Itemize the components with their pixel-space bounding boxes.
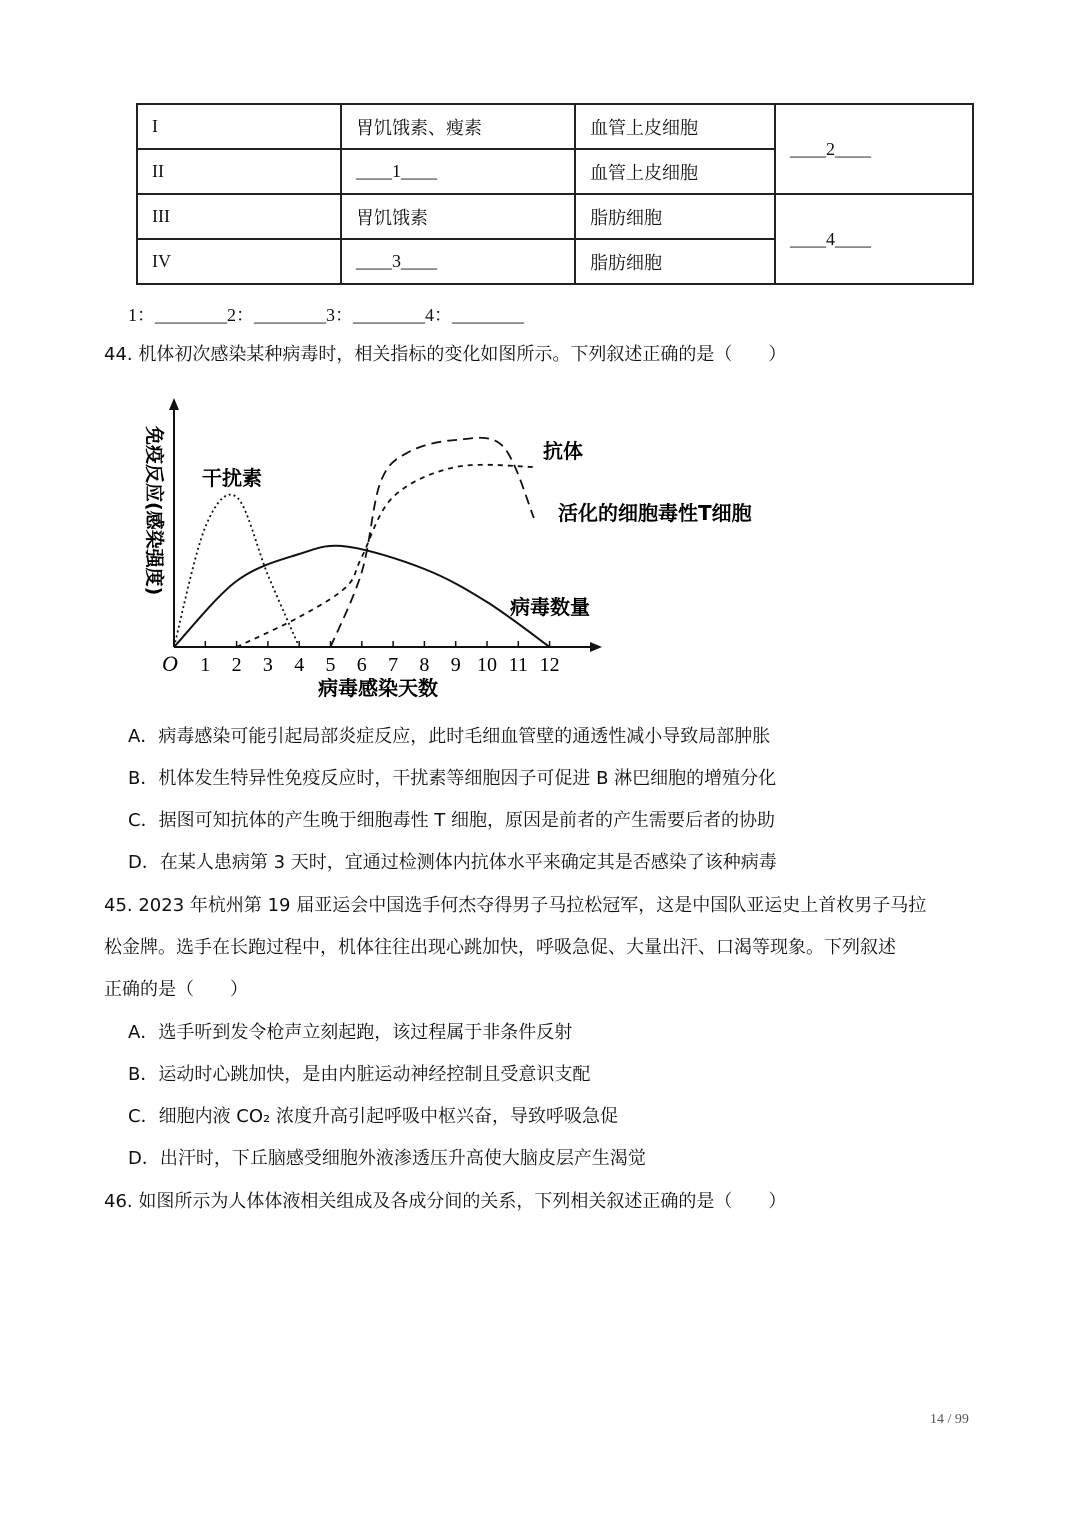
q45-option-a[interactable]: A．选手听到发令枪声立刻起跑，该过程属于非条件反射 (128, 1022, 573, 1043)
immune-response-chart (130, 390, 780, 700)
x-tick-label: 8 (419, 654, 430, 676)
series-label: 干扰素 (202, 466, 262, 490)
table-cell: 脂肪细胞 (575, 239, 775, 284)
x-tick-label: 3 (262, 654, 273, 676)
q44-option-b[interactable]: B．机体发生特异性免疫反应时，干扰素等细胞因子可促进 B 淋巴细胞的增殖分化 (128, 768, 777, 789)
table-cell: II (137, 149, 341, 194)
question-46-stem: 46. 如图所示为人体体液相关组成及各成分间的关系，下列相关叙述正确的是（ ） (104, 1191, 787, 1212)
series-label: 抗体 (543, 439, 583, 463)
x-tick-label: 5 (325, 654, 336, 676)
table-cell: I (137, 104, 341, 149)
blank-4[interactable]: ____4____ (775, 194, 973, 284)
q45-option-d[interactable]: D．出汗时，下丘脑感受细胞外液渗透压升高使大脑皮层产生渴觉 (128, 1148, 646, 1169)
question-45-stem-line2: 松金牌。选手在长跑过程中，机体往往出现心跳加快，呼吸急促、大量出汗、口渴等现象。下列叙述 (104, 937, 896, 958)
question-45-stem-line3: 正确的是（ ） (104, 979, 248, 1000)
q45-option-c[interactable]: C．细胞内液 CO₂ 浓度升高引起呼吸中枢兴奋，导致呼吸急促 (128, 1106, 618, 1127)
x-tick-label: 1 (200, 654, 211, 676)
table-cell: III (137, 194, 341, 239)
table-row (137, 194, 973, 239)
x-tick-label: 11 (508, 654, 528, 676)
blank-3[interactable]: ____3____ (341, 239, 575, 284)
table-row (137, 104, 973, 149)
x-tick-label: 12 (539, 654, 560, 676)
origin-label: O (162, 651, 178, 676)
q44-option-d[interactable]: D．在某人患病第 3 天时，宜通过检测体内抗体水平来确定其是否感染了该种病毒 (128, 852, 777, 873)
series-line-2 (174, 546, 550, 647)
x-axis-label: 病毒感染天数 (318, 676, 438, 700)
blank-1[interactable]: ____1____ (341, 149, 575, 194)
x-tick-label: 10 (477, 654, 497, 676)
y-axis-arrow (169, 398, 179, 410)
x-tick-label: 9 (450, 654, 461, 676)
table-cell: 血管上皮细胞 (575, 149, 775, 194)
y-axis-label: 免疫反应(感染强度) (143, 426, 165, 596)
answer-line[interactable]: 1：________2：________3：________4：________ (128, 305, 524, 325)
series-label: 病毒数量 (510, 595, 590, 619)
hormone-table (136, 103, 974, 285)
table-cell: 脂肪细胞 (575, 194, 775, 239)
x-tick-label: 6 (356, 654, 367, 676)
blank-2[interactable]: ____2____ (775, 104, 973, 194)
x-tick-label: 7 (388, 654, 399, 676)
question-44-stem: 44. 机体初次感染某种病毒时，相关指标的变化如图所示。下列叙述正确的是（ ） (104, 344, 787, 365)
x-axis-arrow (590, 642, 602, 652)
table-cell: 胃饥饿素、瘦素 (341, 104, 575, 149)
q44-option-a[interactable]: A．病毒感染可能引起局部炎症反应，此时毛细血管壁的通透性减小导致局部肿胀 (128, 726, 771, 747)
x-tick-label: 4 (294, 654, 305, 676)
table-cell: 胃饥饿素 (341, 194, 575, 239)
q44-option-c[interactable]: C．据图可知抗体的产生晚于细胞毒性 T 细胞，原因是前者的产生需要后者的协助 (128, 810, 776, 831)
question-45-stem-line1: 45. 2023 年杭州第 19 届亚运会中国选手何杰夺得男子马拉松冠军，这是中国队亚运史上首枚男子马拉 (104, 895, 927, 916)
q45-option-b[interactable]: B．运动时心跳加快，是由内脏运动神经控制且受意识支配 (128, 1064, 591, 1085)
series-line-4 (331, 438, 534, 647)
x-tick-label: 2 (231, 654, 242, 676)
table-cell: IV (137, 239, 341, 284)
table-cell: 血管上皮细胞 (575, 104, 775, 149)
page-number: 14 / 99 (930, 1412, 969, 1427)
series-label: 活化的细胞毒性T细胞 (558, 501, 752, 525)
